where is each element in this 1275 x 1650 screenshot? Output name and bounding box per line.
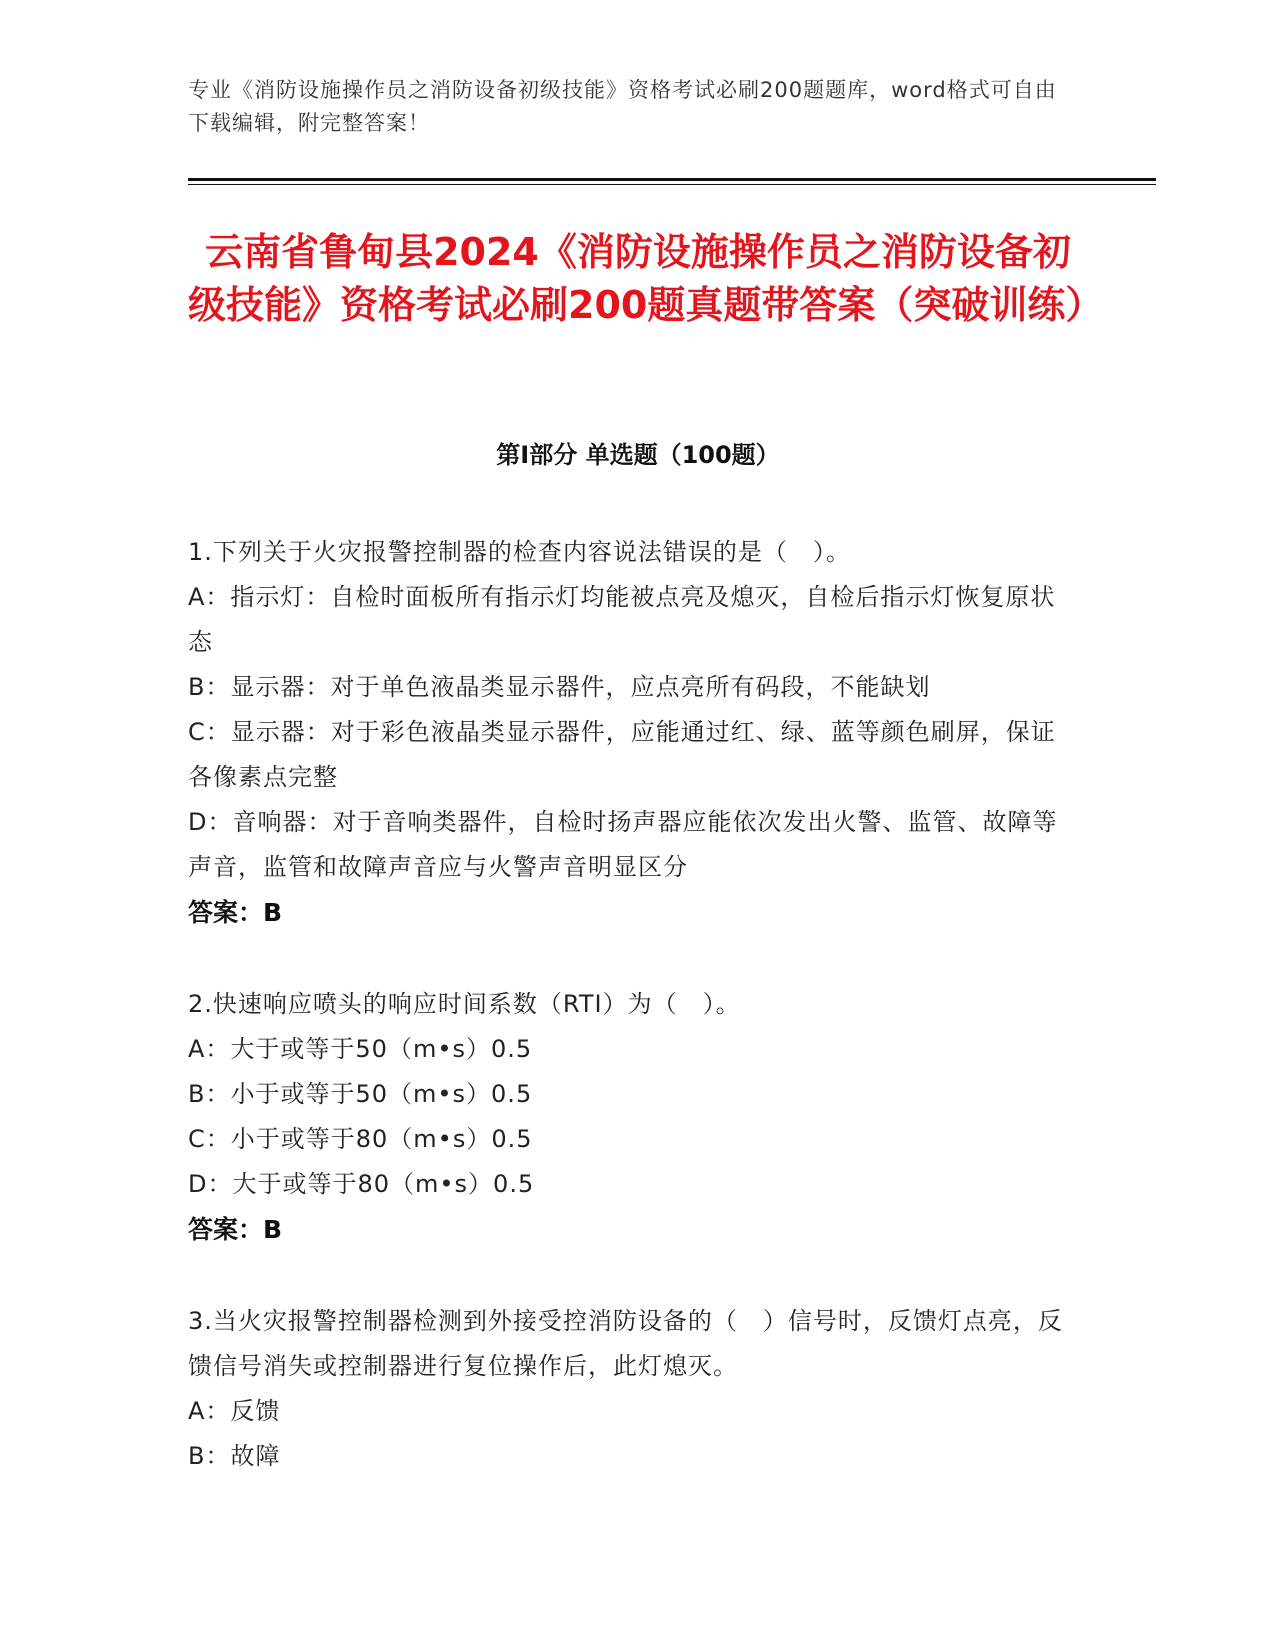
header-note: 专业《消防设施操作员之消防设备初级技能》资格考试必刷200题题库，word格式可自由下载编辑，附完整答案！ bbox=[188, 78, 1057, 135]
option-b: B：故障 bbox=[188, 1442, 281, 1470]
option-a: A：大于或等于50（m•s）0.5 bbox=[188, 1035, 533, 1063]
question-3 bbox=[188, 1299, 1068, 1479]
option-b: B：小于或等于50（m•s）0.5 bbox=[188, 1080, 533, 1108]
answer-label: 答案：B bbox=[188, 898, 283, 927]
option-a: A：反馈 bbox=[188, 1397, 281, 1425]
question-stem: 1.下列关于火灾报警控制器的检查内容说法错误的是（ ）。 bbox=[188, 538, 851, 566]
header-rule-thick bbox=[188, 178, 1156, 181]
question-1 bbox=[188, 530, 1068, 935]
option-a: A：指示灯：自检时面板所有指示灯均能被点亮及熄灭，自检后指示灯恢复原状态 bbox=[188, 583, 1056, 656]
document-title: 云南省鲁甸县2024《消防设施操作员之消防设备初级技能》资格考试必刷200题真题带答案（突破训练） bbox=[188, 230, 1104, 327]
header-rule-thin bbox=[188, 184, 1156, 185]
option-c: C：显示器：对于彩色液晶类显示器件，应能通过红、绿、蓝等颜色刷屏，保证各像素点完整 bbox=[188, 718, 1056, 791]
section-heading: 第Ⅰ部分 单选题（100题） bbox=[496, 441, 780, 469]
option-d: D：大于或等于80（m•s）0.5 bbox=[188, 1170, 535, 1198]
question-stem: 3.当火灾报警控制器检测到外接受控消防设备的（ ）信号时，反馈灯点亮，反馈信号消失或控制器进行复位操作后，此灯熄灭。 bbox=[188, 1307, 1063, 1380]
answer-label: 答案：B bbox=[188, 1215, 283, 1244]
option-c: C：小于或等于80（m•s）0.5 bbox=[188, 1125, 533, 1153]
option-b: B：显示器：对于单色液晶类显示器件，应点亮所有码段，不能缺划 bbox=[188, 673, 931, 701]
question-list bbox=[188, 530, 1068, 1526]
question-stem: 2.快速响应喷头的响应时间系数（RTI）为（ ）。 bbox=[188, 990, 741, 1018]
question-2 bbox=[188, 982, 1068, 1252]
option-d: D：音响器：对于音响类器件，自检时扬声器应能依次发出火警、监管、故障等声音，监管和故障声音应与火警声音明显区分 bbox=[188, 808, 1058, 881]
